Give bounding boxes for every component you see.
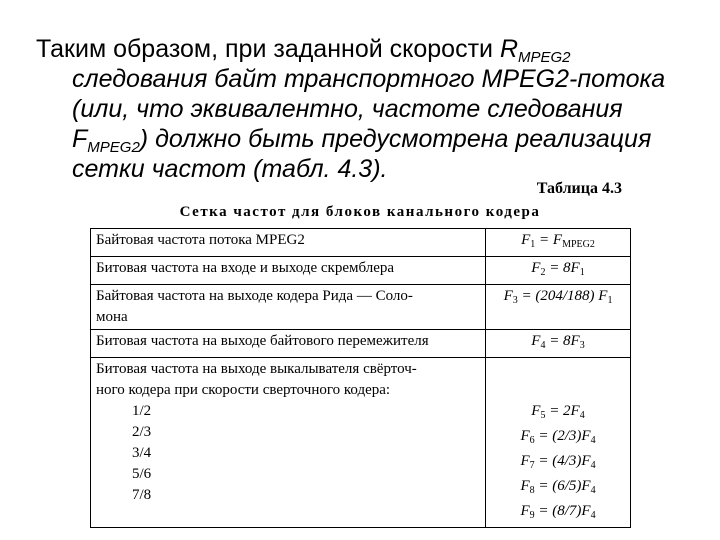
row-formula [486, 358, 631, 528]
table-row [91, 330, 631, 358]
table-title: Сетка частот для блоков канального кодера [179, 204, 541, 220]
rate-item: 7/8 [132, 487, 152, 503]
rate-formula: $F_8 = (6/5)F_4$ [520, 478, 596, 496]
rate-item: 1/2 [132, 403, 152, 419]
row-description: Битовая частота на входе и выходе скремблера [91, 257, 486, 285]
rate-formula: $F_5 = 2F_4$ [531, 403, 585, 421]
intro-paragraph [36, 34, 696, 184]
row-description: Байтовая частота на выходе кодера Рида — Соло- мона [91, 285, 486, 330]
intro-line-4: $F_{MPEG2}$) должно быть предусмотрена реализация [72, 125, 652, 156]
rate-item: 2/3 [132, 424, 152, 440]
table-row [91, 229, 631, 257]
row-formula: $F_3 = (204/188)$ $F_1$ [486, 285, 631, 330]
row-formula: $F_4 = 8F_3$ [486, 330, 631, 358]
row-formula: $F_1 = F_{MPEG2}$ [486, 229, 631, 257]
table-row [91, 257, 631, 285]
table-row-puncturer [91, 358, 631, 528]
row-description: Байтовая частота потока MPEG2 [91, 229, 486, 257]
rate-item: 3/4 [132, 445, 152, 461]
rate-formula: $F_9 = (8/7)F_4$ [520, 503, 596, 521]
rate-item: 5/6 [132, 466, 152, 482]
rate-formula: $F_7 = (4/3)F_4$ [520, 453, 596, 471]
frequency-grid-table [90, 228, 631, 528]
intro-line-1: Таким образом, при заданной скорости $R_{MPEG2}$ [36, 35, 571, 66]
row-description: Битовая частота на выходе выкалывателя свёрточ- ного кодера при скорости сверточного кодера: 1/2 2/3 3/4 5/6 7/8 [91, 358, 486, 528]
rate-formula: $F_6 = (2/3)F_4$ [520, 428, 596, 446]
row-description: Битовая частота на выходе байтового перемежителя [91, 330, 486, 358]
intro-line-5: сетки частот (табл. 4.3). [72, 155, 388, 183]
intro-line-2: следования байт транспортного MPEG2-потока [72, 65, 666, 93]
table-row [91, 285, 631, 330]
row-formula: $F_2 = 8F_1$ [486, 257, 631, 285]
table-number: Таблица 4.3 [536, 180, 622, 197]
intro-line-3: (или, что эквивалентно, частоте следования [72, 95, 623, 123]
